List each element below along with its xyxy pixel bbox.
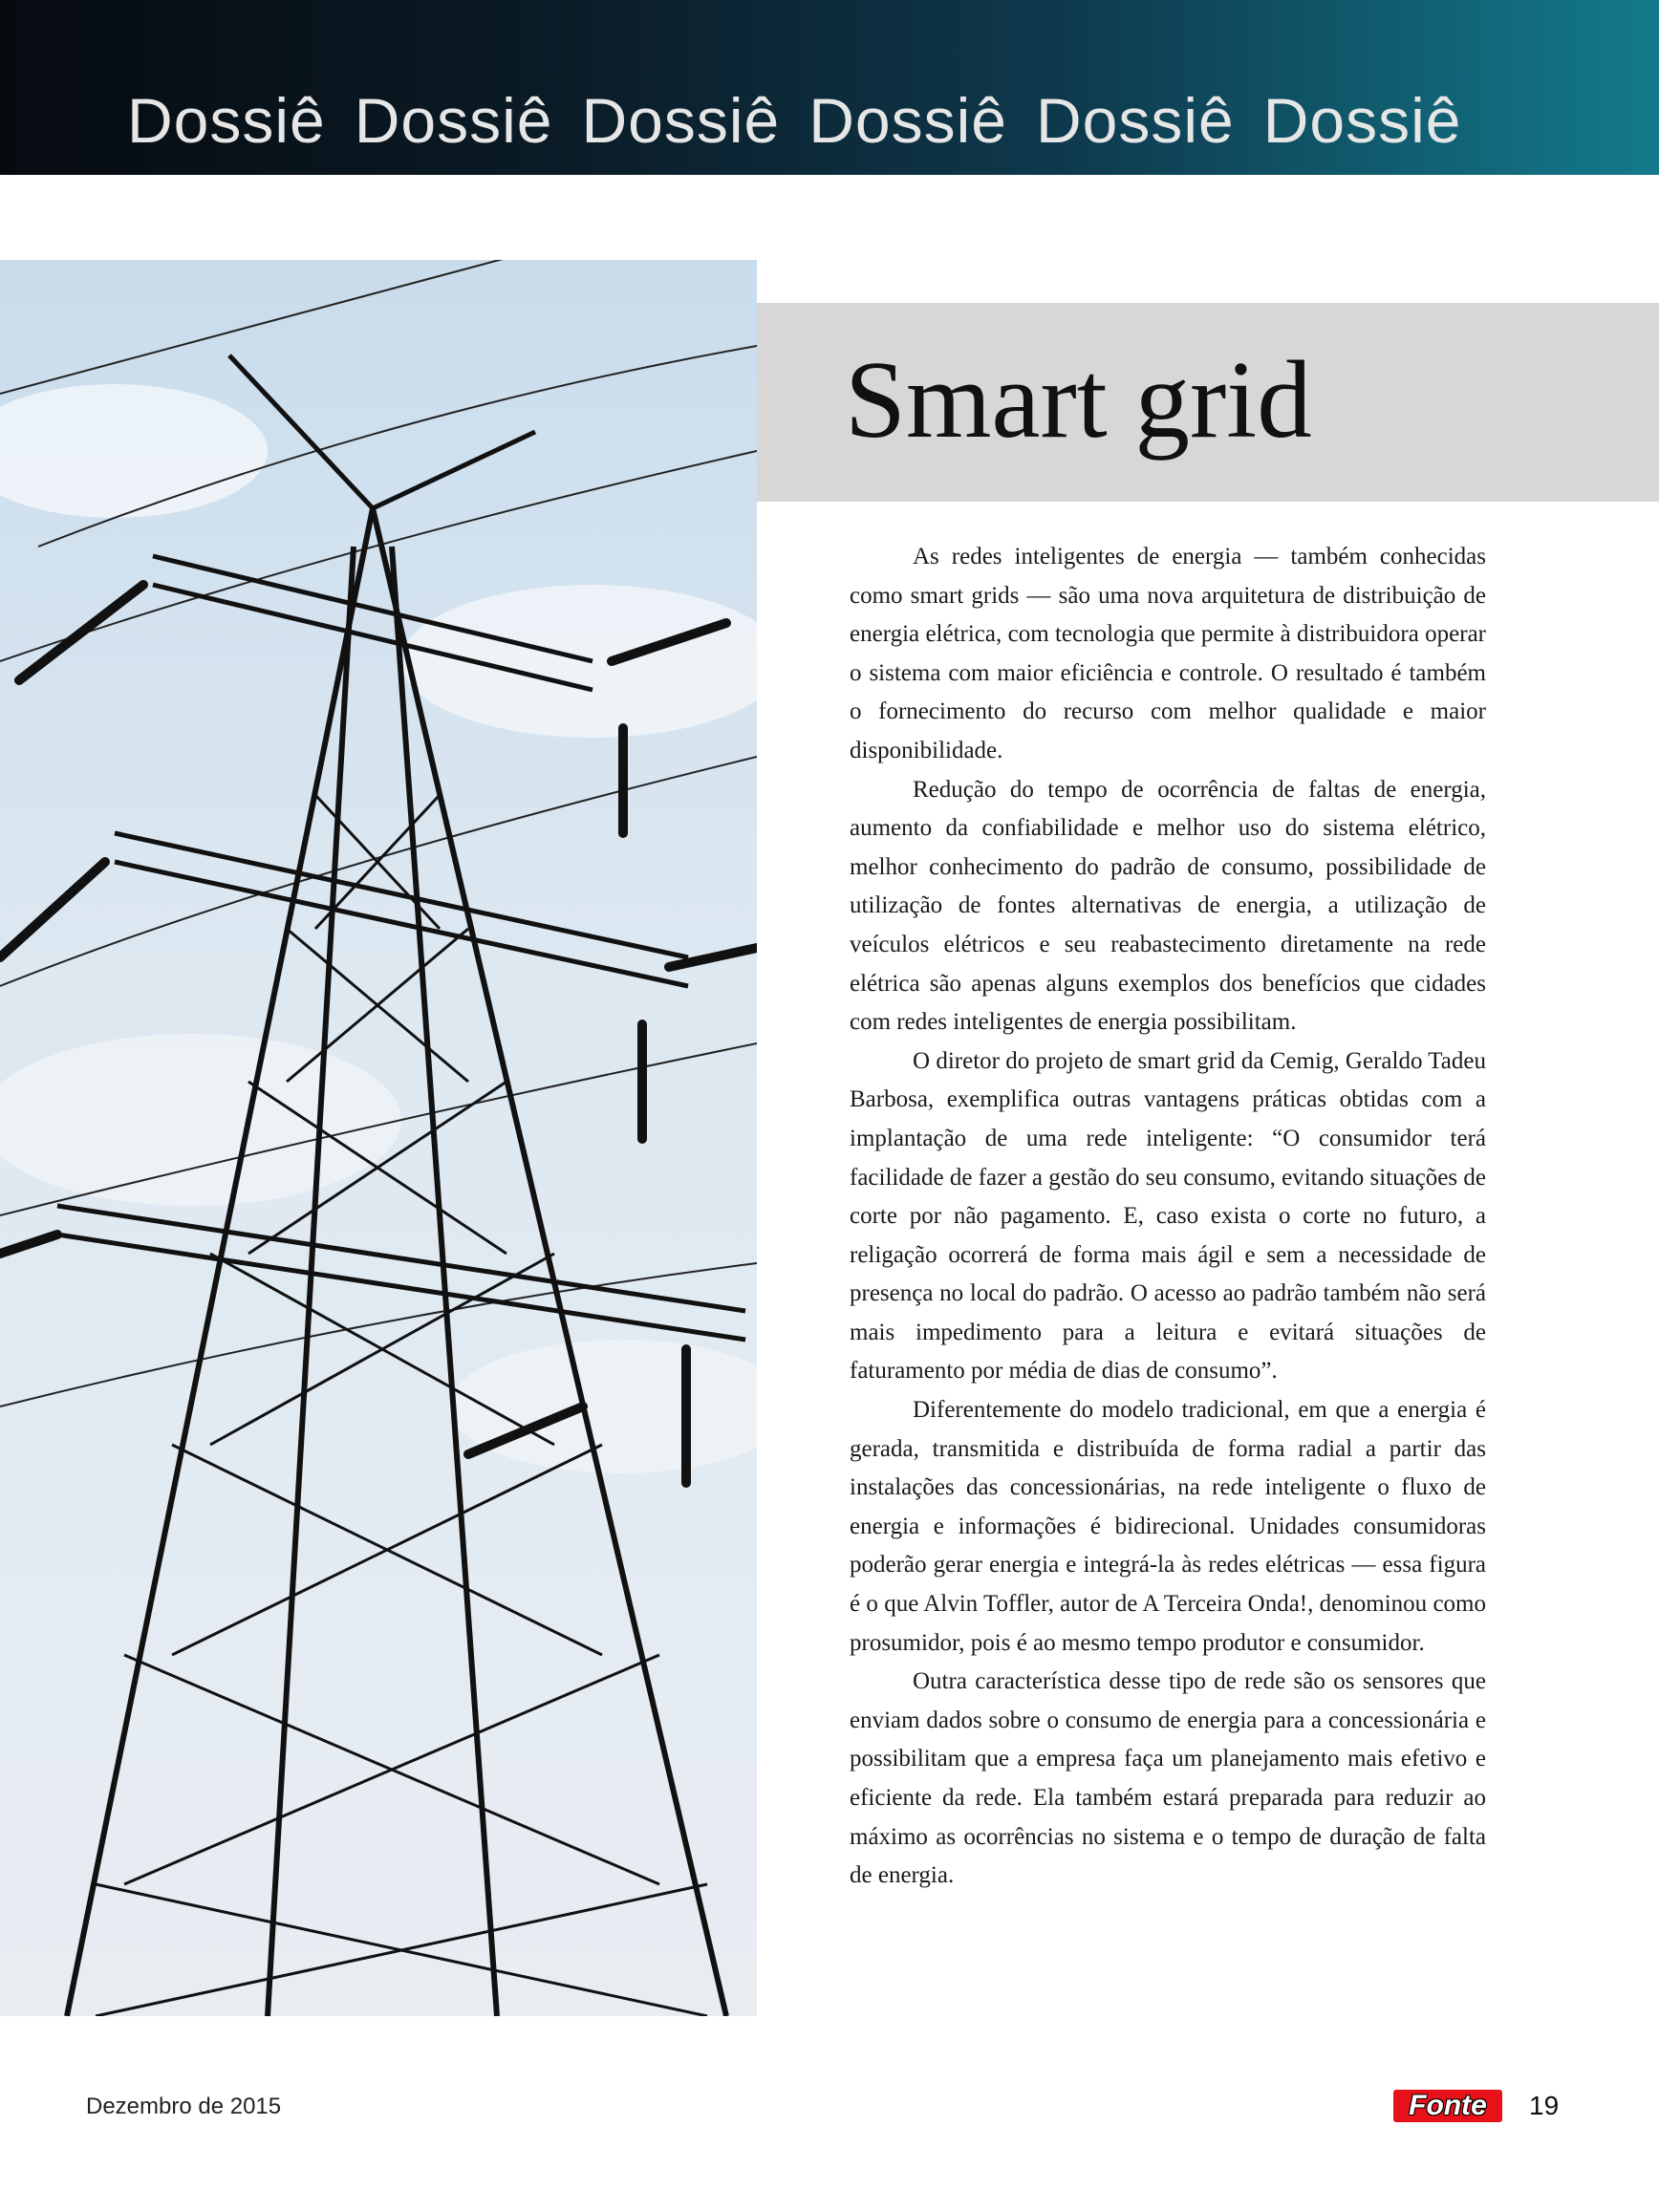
- fonte-logo: Fonte: [1393, 2090, 1502, 2122]
- header-word: Dossiê: [354, 85, 553, 156]
- article-paragraph: As redes inteligentes de energia — também conhecidas como smart grids — são uma nova arquitetura de distribuição de energia elétrica, com tecnologia que permite à distribuidora operar o sistema com maior eficiência e controle. O resultado é também o fornecimento do recurso com melhor qualidade e maior disponibilidade.: [850, 544, 1486, 763]
- article-title: Smart grid: [845, 339, 1312, 461]
- article-paragraph: O diretor do projeto de smart grid da Cemig, Geraldo Tadeu Barbosa, exemplifica outras vantagens práticas obtidas com a implantação de uma rede inteligente: “O consumidor terá facilidade de fazer a gestão do seu consumo, evitando situações de corte por não pagamento. E, caso exista o corte no futuro, a religação ocorrerá de forma mais ágil e sem a necessidade de presença no local do padrão. O acesso ao padrão também não será mais impedimento para a leitura e evitará situações de faturamento por média de dias de consumo”.: [850, 1047, 1486, 1385]
- article-body: [850, 538, 1486, 1896]
- header-word: Dossiê: [1036, 85, 1235, 156]
- transmission-tower-photo: [0, 260, 757, 2016]
- title-box: [757, 303, 1659, 502]
- header-word: Dossiê: [581, 85, 781, 156]
- article-paragraph: Redução do tempo de ocorrência de faltas de energia, aumento da confiabilidade e melhor uso do sistema elétrico, melhor conhecimento do padrão de consumo, possibilidade de utilização de fontes alternativas de energia, a utilização de veículos elétricos e seu reabastecimento diretamente na rede elétrica são apenas alguns exemplos dos benefícios que cidades com redes inteligentes de energia possibilitam.: [850, 776, 1486, 1036]
- header-dossie-words: [127, 84, 1491, 157]
- article-paragraph: Diferentemente do modelo tradicional, em que a energia é gerada, transmitida e distribuída de forma radial a partir das instalações das concessionárias, na rede inteligente o fluxo de energia e informações é bidirecional. Unidades consumidoras poderão gerar energia e integrá-la às redes elétricas — essa figura é o que Alvin Toffler, autor de A Terceira Onda!, denominou como prosumidor, pois é ao mesmo tempo produtor e consumidor.: [850, 1397, 1486, 1656]
- tower-illustration: [0, 260, 757, 2016]
- header-word: Dossiê: [808, 85, 1007, 156]
- header-band: [0, 0, 1659, 175]
- footer-date: Dezembro de 2015: [86, 2094, 282, 2119]
- article-paragraph: Outra característica desse tipo de rede são os sensores que enviam dados sobre o consumo de energia para a concessionária e possibilitam que a empresa faça um planejamento mais efetivo e eficiente da rede. Ela também estará preparada para reduzir ao máximo as ocorrências no sistema e o tempo de duração de falta de energia.: [850, 1668, 1486, 1889]
- page-number: 19: [1529, 2091, 1560, 2120]
- header-word: Dossiê: [127, 85, 326, 156]
- header-word: Dossiê: [1262, 85, 1462, 156]
